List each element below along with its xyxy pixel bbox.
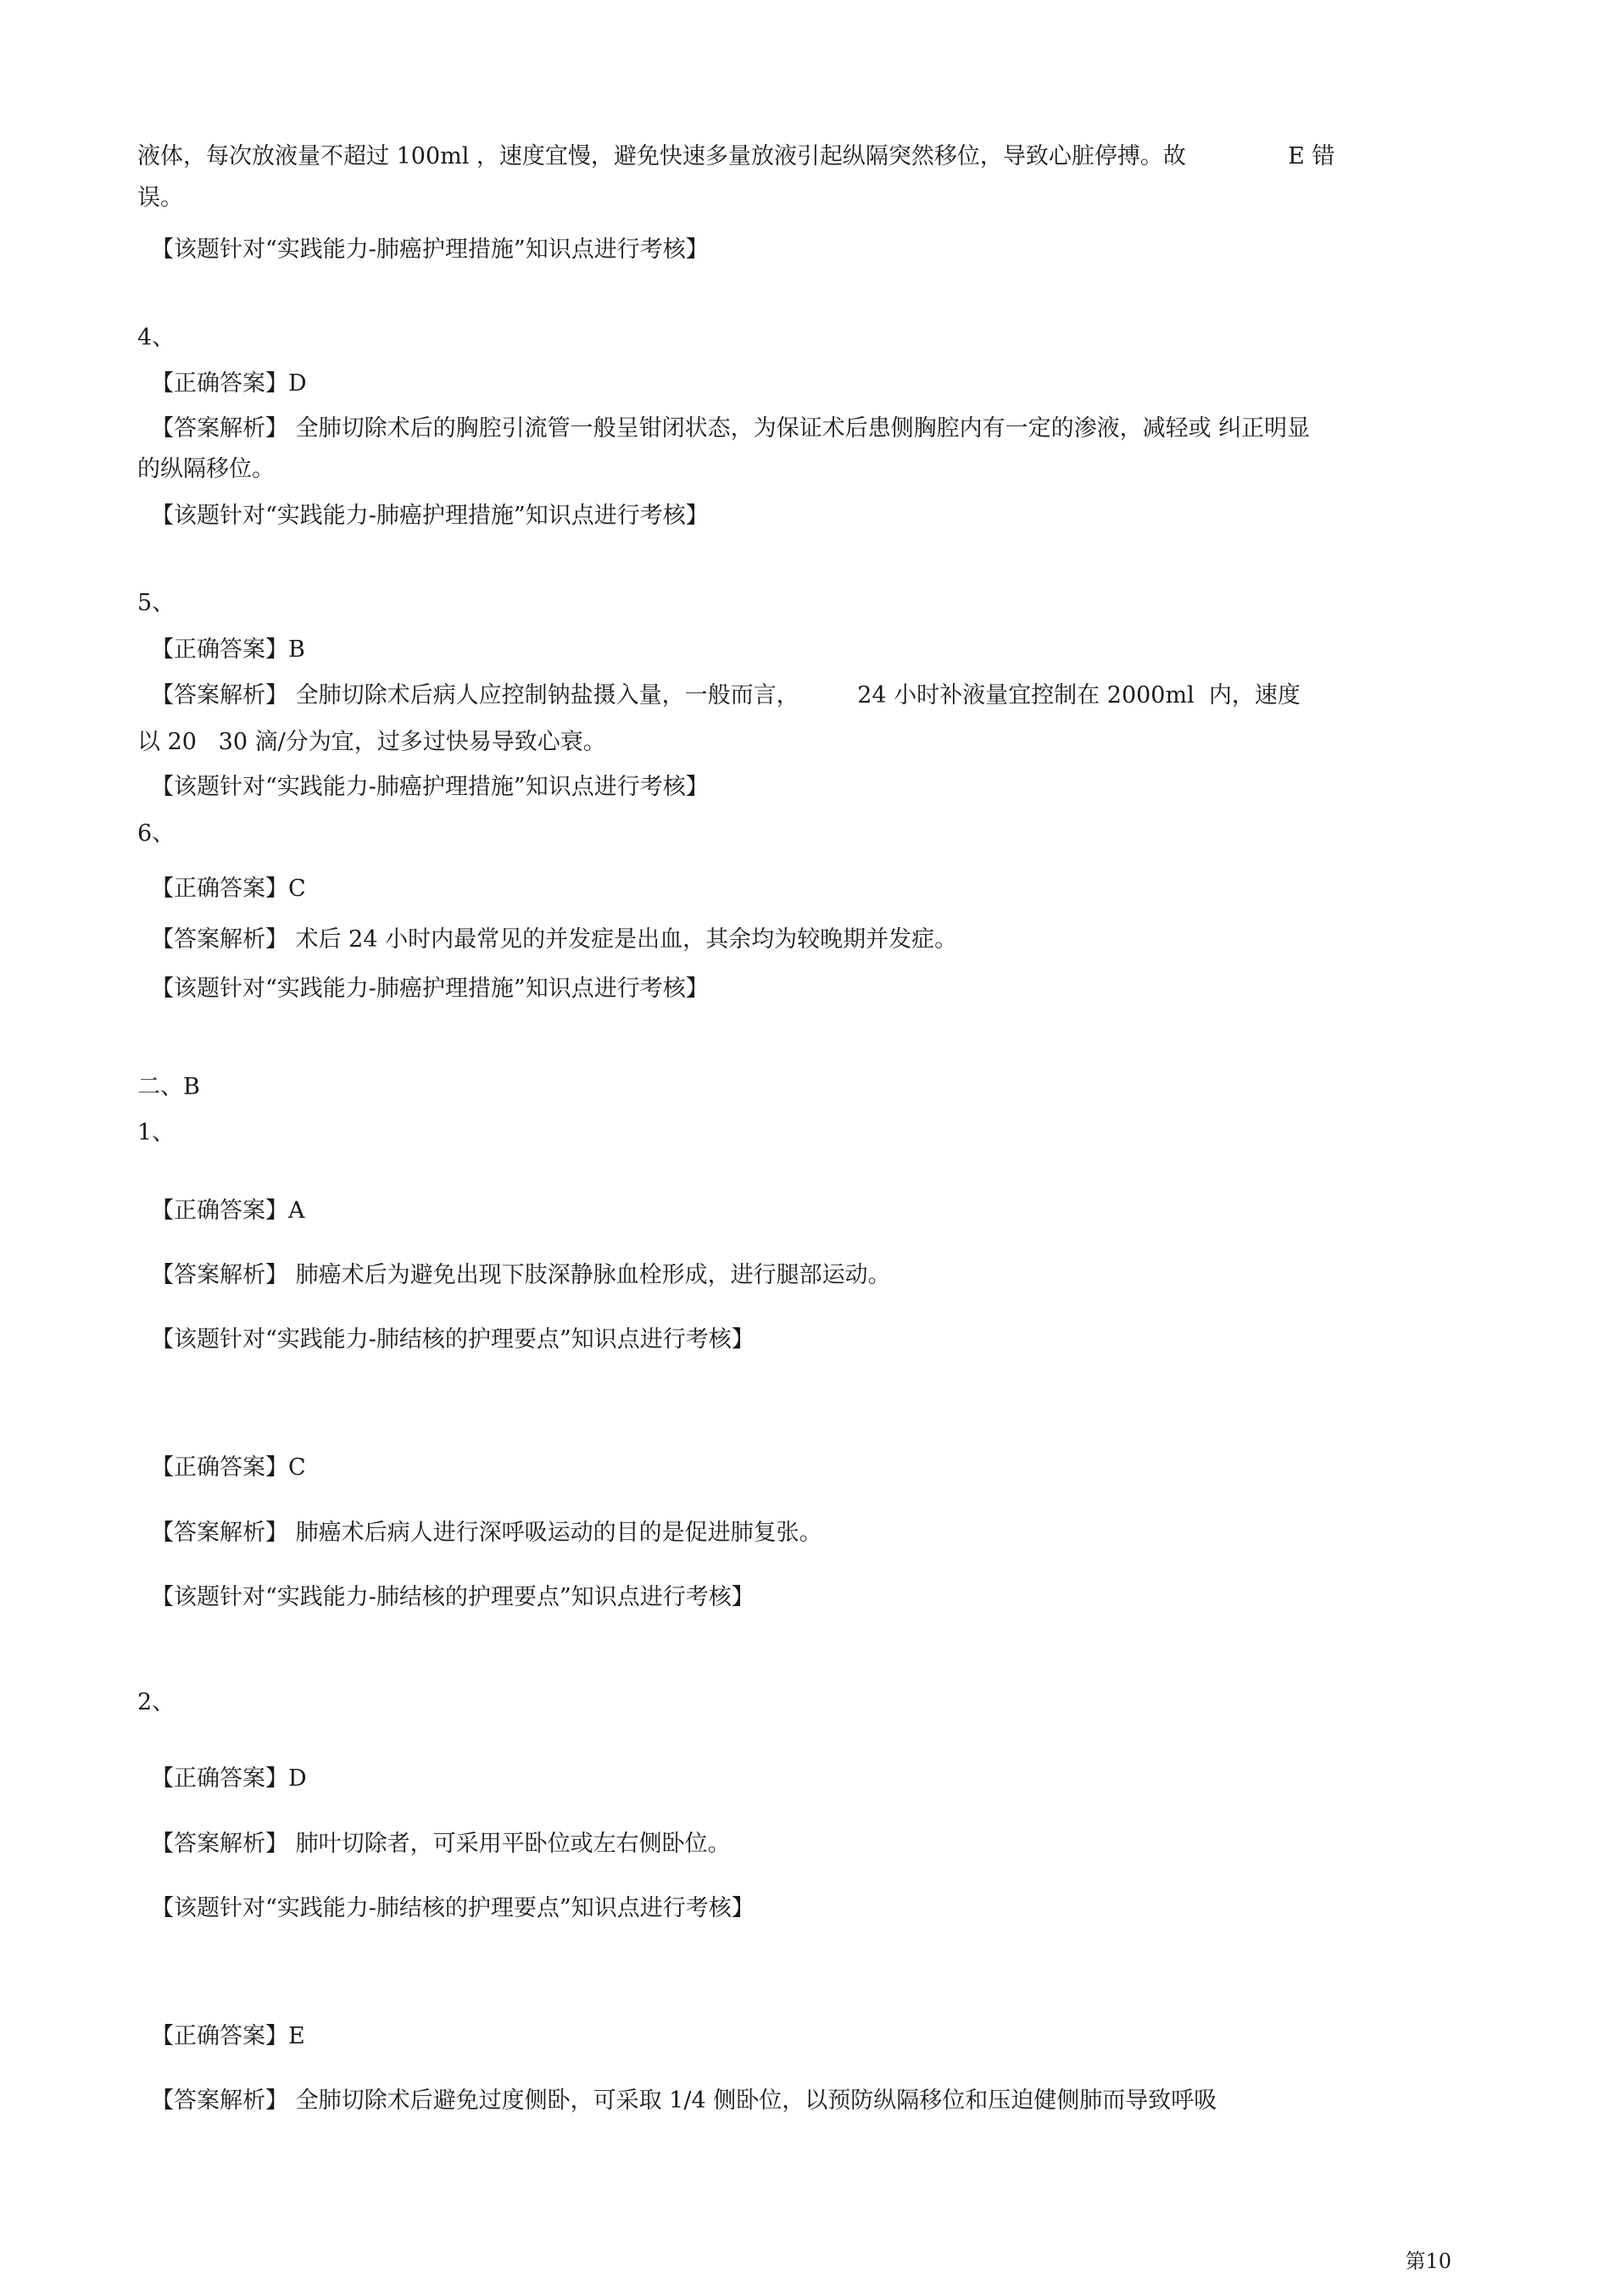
text-line: 【答案解析】 肺癌术后病人进行深呼吸运动的目的是促进肺复张。: [151, 1520, 822, 1546]
text-line: 【该题针对“实践能力-肺结核的护理要点”知识点进行考核】: [151, 1895, 755, 1921]
text-line: 【该题针对“实践能力-肺结核的护理要点”知识点进行考核】: [151, 1584, 755, 1610]
text-line: 的纵隔移位。: [137, 456, 275, 482]
text-line: 【答案解析】 肺癌术后为避免出现下肢深静脉血栓形成，进行腿部运动。: [151, 1262, 891, 1288]
text-line: 【该题针对“实践能力-肺癌护理措施”知识点进行考核】: [151, 774, 709, 800]
text-line: 【正确答案】B: [151, 637, 305, 663]
text-line: 6、: [137, 820, 175, 847]
text-line: 【答案解析】 全肺切除术后的胸腔引流管一般呈钳闭状态，为保证术后患侧胸腔内有一定的渗液，减轻或 纠正明显: [151, 415, 1311, 442]
text-line: 【该题针对“实践能力-肺癌护理措施”知识点进行考核】: [151, 236, 709, 263]
page-number: 第10: [1405, 2249, 1451, 2273]
text-line: 【正确答案】A: [151, 1198, 305, 1224]
text-line: 【该题针对“实践能力-肺癌护理措施”知识点进行考核】: [151, 976, 709, 1002]
text-line: 【正确答案】C: [151, 876, 306, 902]
text-line: 【答案解析】 肺叶切除者，可采用平卧位或左右侧卧位。: [151, 1831, 731, 1857]
text-line: 4、: [137, 325, 175, 351]
text-line: 【答案解析】 术后 24 小时内最常见的并发症是出血，其余均为较晚期并发症。: [151, 926, 958, 953]
text-line: 误。: [137, 185, 183, 211]
text-line: 1、: [137, 1120, 175, 1146]
text-line: 液体，每次放液量不超过 100ml ，速度宜慢，避免快速多量放液引起纵隔突然移位，导致心脏停搏。故 E 错: [137, 143, 1335, 170]
text-line: 【正确答案】E: [151, 2023, 305, 2049]
text-line: 【该题针对“实践能力-肺癌护理措施”知识点进行考核】: [151, 503, 709, 529]
text-line: 二、B: [137, 1074, 200, 1100]
text-line: 【答案解析】 全肺切除术后避免过度侧卧，可采取 1/4 侧卧位，以预防纵隔移位和压迫健侧肺而导致呼吸: [151, 2088, 1217, 2114]
text-line: 【正确答案】D: [151, 1765, 307, 1792]
text-line: 【正确答案】D: [151, 370, 307, 397]
text-line: 【正确答案】C: [151, 1454, 306, 1481]
text-line: 以 20 30 滴/分为宜，过多过快易导致心衰。: [137, 729, 606, 755]
text-line: 【该题针对“实践能力-肺结核的护理要点”知识点进行考核】: [151, 1326, 755, 1353]
text-line: 【答案解析】 全肺切除术后病人应控制钠盐摄入量，一般而言， 24 小时补液量宜控制在 2000ml 内，速度: [151, 682, 1301, 709]
text-line: 5、: [137, 590, 175, 616]
text-line: 2、: [137, 1689, 175, 1715]
